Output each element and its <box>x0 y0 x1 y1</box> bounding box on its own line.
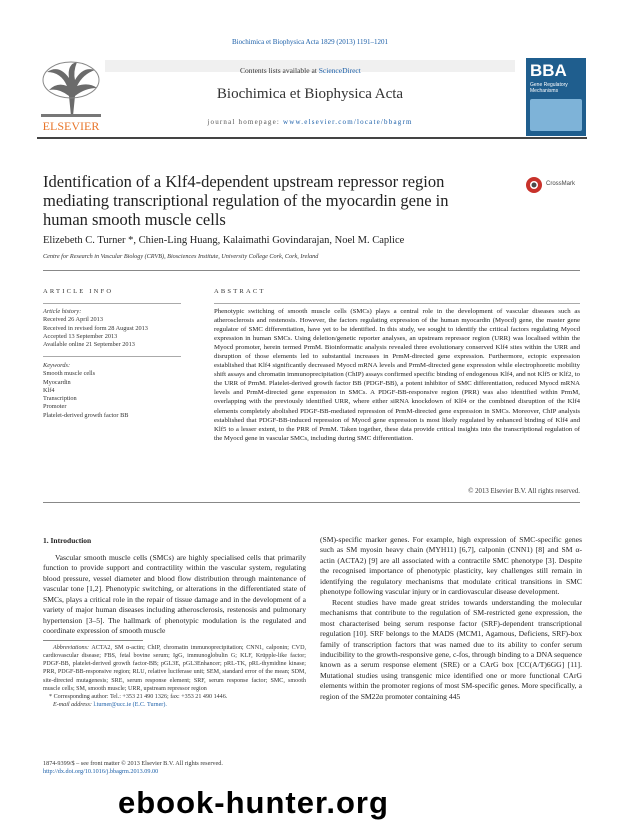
section-rule <box>43 270 580 271</box>
keyword: Myocardin <box>43 378 71 386</box>
crossmark-label: CrossMark <box>546 181 576 187</box>
history-label: Article history: <box>43 308 82 315</box>
abbreviations-text: ACTA2, SM α-actin; ChIP, chromatin immunoprecipitation; CNN1, calponin; CVD, cardiovascular disease; FBS, fetal bovine serum; IgG, immunoglobulin G; KLF, Krüpple-like factor; PDGF-BB, platelet-derived growth factor-BB; pGL3E, pGL3Enhancer; pRL-TK, pRL-thymidine kinase; PRR, PDGF-BB-responsive region; RLU, relative luciferase unit; SEM, standard error of the mean; SDM, site-directed mutagenesis; SRE, serum response element; SRF, serum response factor; SMC, smooth muscle cells; SM, smooth muscle; URR, upstream repressor region <box>43 645 307 692</box>
sciencedirect-link[interactable]: ScienceDirect <box>318 66 361 75</box>
abstract-bottom-rule <box>43 502 580 503</box>
journal-homepage <box>105 118 515 126</box>
keyword: Klf4 <box>43 386 55 394</box>
contents-available-line <box>240 66 361 75</box>
issn-line: 1874-9399/$ – see front matter © 2013 Elsevier B.V. All rights reserved. <box>43 760 223 767</box>
cover-graphic <box>530 99 582 131</box>
history-item: Accepted 13 September 2013 <box>43 332 118 340</box>
elsevier-logo[interactable] <box>37 58 105 134</box>
email-link[interactable]: l.turner@ucc.ie (E.C. Turner). <box>93 702 167 709</box>
introduction-heading: 1. Introduction <box>43 536 92 545</box>
header-rule <box>37 137 587 139</box>
front-matter <box>43 760 306 777</box>
abstract-heading: ABSTRACT <box>214 288 266 295</box>
abstract-rule <box>214 303 580 304</box>
homepage-prefix: journal homepage: <box>207 118 283 126</box>
journal-citation[interactable]: Biochimica et Biophysica Acta 1829 (2013) 1191–1201 <box>231 38 389 46</box>
article-info-rule <box>43 303 181 304</box>
author-list: Elizebeth C. Turner *, Chien-Ling Huang, Kalaimathi Govindarajan, Noel M. Caplice <box>43 235 405 246</box>
cover-subtitle: Gene Regulatory Mechanisms <box>530 82 568 94</box>
cover-title: BBA <box>530 61 567 80</box>
footnotes <box>43 644 306 709</box>
abstract-text: Phenotypic switching of smooth muscle cells (SMCs) plays a central role in the development of vascular diseases such as atherosclerosis and restenosis. However, the factors regulating expression of the human myocardin (Myocd) gene, the master gene regulator of SMC differentiation, have yet to be identified. In this study, we sought to identify the critical factors regulating Myocd expression in human SMCs. Using deletion/genetic reporter analyses, an upstream repressor region (URR) was localised within the Myocd promoter, herein termed PrmM. Bioinformatic analysis revealed three evolutionary conserved Klf4 sites within the URR and disruption of those elements led to substantial increases in PrmM-directed gene expression. Furthermore, ectopic expression established that Klf4 significantly decreased Myocd mRNA levels and PrmM-directed gene expression while electrophoretic mobility shift assays and chromatin immunoprecipitation (ChIP) assays confirmed specific binding of endogenous Klf4, and not Klf5 or Klf2, to the URR of PrmM. Platelet-derived growth factor BB (PDGF-BB), a potent inhibitor of SMC differentiation, reduced Myocd mRNA levels and PrmM-directed gene expression in SMCs. A PDGF-BB-responsive region (PRR) was also identified within PrmM, overlapping with the previously identified URR, where either siRNA knockdown of Klf4 or the combined disruption of the Klf4 elements completely abolished PDGF-BB-mediated repression of PrmM-directed gene expression in SMCs. Moreover, ChIP analysis established that PDGF-BB-induced repression of Myocd gene expression is most likely regulated by enhanced binding of Klf4 and Klf5 to a lesser extent, to the PRR of PrmM. Taken together, these data provide critical insights into the transcriptional regulation of the Myocd gene in vascular SMCs, including during SMC differentiation. <box>214 308 580 442</box>
corresponding-author: * Corresponding author: Tel.: +353 21 490 1326; fax: +353 21 490 1446. <box>49 693 228 700</box>
article-history <box>43 308 183 349</box>
history-item: Received 26 April 2013 <box>43 316 103 324</box>
article-title: Identification of a Klf4-dependent upstream repressor region mediating transcriptional regulation of the myocardin gene in human smooth muscle cells <box>43 172 449 229</box>
available-prefix: Contents lists available at <box>240 66 319 75</box>
history-item: Available online 21 September 2013 <box>43 341 135 349</box>
keyword: Platelet-derived growth factor BB <box>43 411 129 419</box>
watermark: ebook-hunter.org <box>118 785 389 820</box>
history-item: Received in revised form 28 August 2013 <box>43 324 148 332</box>
article-info-heading: ARTICLE INFO <box>43 288 114 295</box>
affiliation: Centre for Research in Vascular Biology (CRVB), Biosciences Institute, University College Cork, Cork, Ireland <box>43 253 319 260</box>
doi-link[interactable]: http://dx.doi.org/10.1016/j.bbagrm.2013.09.00 <box>43 768 159 776</box>
keyword: Smooth muscle cells <box>43 370 96 378</box>
body-column-right <box>320 535 582 702</box>
elsevier-wordmark: ELSEVIER <box>42 119 100 133</box>
email-label: E-mail address: <box>53 702 92 709</box>
body-column-left <box>43 553 306 637</box>
homepage-link[interactable]: www.elsevier.com/locate/bbagrm <box>283 118 413 126</box>
intro-paragraph: (SM)-specific marker genes. For example, high expression of SMC-specific genes such as SM myosin heavy chain (MYH11) [6,7], calponin (CNN1) [8] and SM α-actin (ACTA2) [9] are all associated with a contractile SMC phenotype [3]. Despite the recognised importance of phenotypic plasticity, key challenges still remain in identifying the regulatory mechanisms that modulate critical transitions in SMC phenotype following vascular injury or in cardiovascular disease development. <box>320 535 582 597</box>
journal-title: Biochimica et Biophysica Acta <box>216 86 404 102</box>
keywords-block <box>43 362 183 420</box>
keywords-label: Keywords: <box>43 362 71 369</box>
journal-cover-image[interactable] <box>526 58 586 136</box>
email-line <box>43 701 306 709</box>
abbreviations-footnote <box>43 644 306 693</box>
keyword: Transcription <box>43 395 77 403</box>
keyword: Promoter <box>43 403 67 411</box>
crossmark-badge[interactable] <box>525 176 577 196</box>
abbreviations-label: Abbreviations: <box>53 645 89 651</box>
footnote-rule <box>43 640 143 641</box>
intro-paragraph: Recent studies have made great strides towards understanding the molecular mechanisms that contribute to the regulation of SM-restricted gene expression, the most characterised being serum response factor (SRF)-dependent transcriptional regulation [10]. SRF belongs to the MADS (MCM1, Agamous, Deficiens, SRF)-box family of transcription factors that was named due to its ability to confer serum inducibility to the growth-responsive gene, c-fos, through binding to a DNA sequence known as a serum response element (SRE) or a CArG box [CC(A/T)6GG] [11]. Mutational studies using transgenic mice identified one or more functional CArG elements within the promoter regions of most SM-specific genes. More specifically, a region of the SM22α promoter containing 445 <box>320 597 582 701</box>
keywords-rule <box>43 356 181 357</box>
intro-paragraph: Vascular smooth muscle cells (SMCs) are highly specialised cells that primarily function to provide support and contractility within the vascular system, regulating blood pressure, vessel diameter and blood flow distribution through maintenance of vascular tone [1,2]. Phenotypic switching, or alterations in the differentiated state of SMCs, plays a critical role in the repair of tissue damage and in the development of a variety of major human diseases including atherosclerosis, restenosis and pulmonary hypertension [3–5]. The hallmark of phenotypic modulation is the regulated and coordinate expression of smooth muscle <box>43 553 306 636</box>
copyright-notice: © 2013 Elsevier B.V. All rights reserved. <box>468 488 580 495</box>
